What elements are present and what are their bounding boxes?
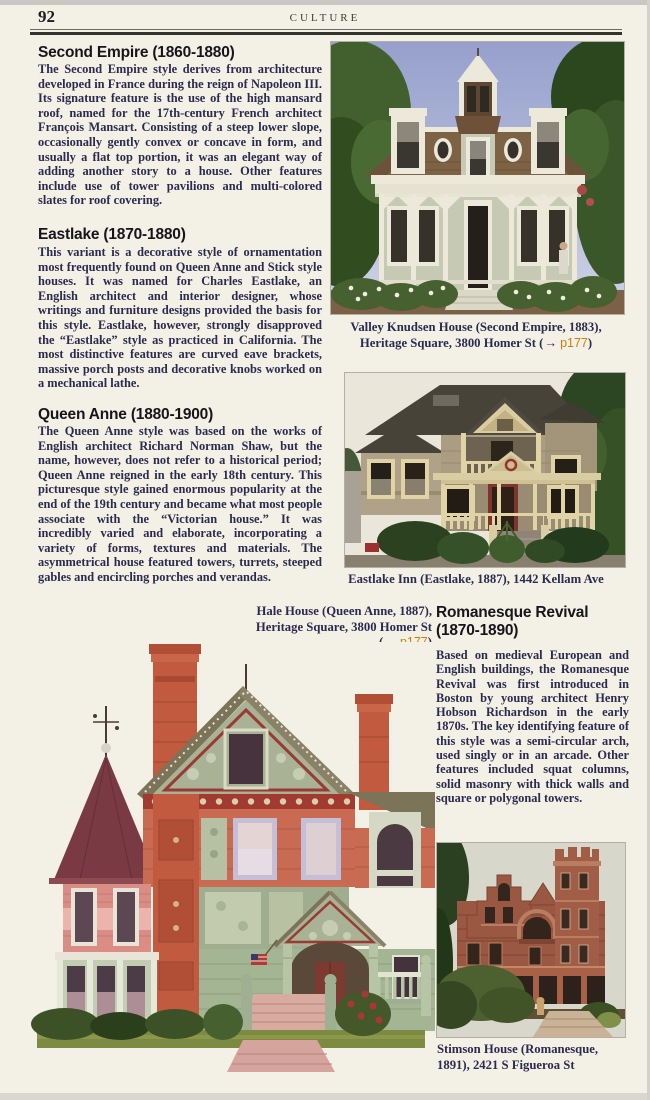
caption-stimson [437, 1042, 632, 1073]
caption-eastlake-inn [325, 572, 627, 588]
body-romanesque: Based on medieval European and English buildings, the Romanesque Revival was first introduced in Boston by young architect Henry Hobson Richardson in the early 1870s. The key identifying feature of this style was a semi-circular arch, used singly or in an arcade. Other features included squat columns, solid masonry with thick walls and square or polygonal towers. [436, 648, 629, 805]
caption-line: Heritage Square, 3800 Homer St (→ p177) [359, 335, 593, 350]
cross-ref-arrow-icon: → [544, 335, 558, 350]
stimson-house-photo [437, 843, 625, 1037]
caption-line: Heritage Square, 3800 Homer St [255, 619, 432, 634]
hale-house-photo [25, 642, 435, 1072]
heading-queen-anne: Queen Anne (1880-1900) [38, 406, 214, 423]
caption-line: Eastlake Inn (Eastlake, 1887), 1442 Kellam Ave [348, 572, 604, 586]
scan-edge-bottom [0, 1093, 650, 1100]
caption-line: Stimson House (Romanesque, [437, 1042, 599, 1056]
page-number: 92 [38, 7, 55, 26]
heading-romanesque: Romanesque Revival (1870-1890) [436, 604, 589, 639]
cross-ref-page[interactable]: p177 [560, 335, 588, 350]
caption-line: 1891), 2421 S Figueroa St [437, 1057, 575, 1072]
body-queen-anne: The Queen Anne style was based on the works of English architect Richard Norman Shaw, but the name, however, does not refer to a historical period; Queen Anne reigned in the early 18th century. This picturesque style gained enormous popularity at the end of the 19th century and became what most people associate with the “Victorian house.” It was incredibly varied and elaborate, incorporating a variety of forms, textures and materials. The asymmetrical house featured towers, turrets, steeped gables and encircling porches and verandas. [38, 424, 322, 584]
eastlake-inn-illustration [345, 373, 625, 567]
hale-house-illustration [25, 642, 435, 1072]
valley-knudsen-house-photo [331, 42, 624, 314]
stimson-house-illustration [437, 843, 625, 1037]
heading-second-empire: Second Empire (1860-1880) [38, 44, 235, 61]
header-rule [30, 29, 622, 35]
running-header: CULTURE [289, 12, 361, 24]
eastlake-inn-photo [345, 373, 625, 567]
body-second-empire: The Second Empire style derives from architecture developed in France during the reign of Napoleon III. Its signature feature is the use of the high mansard roof, named for the 17th-century French architect François Mansart. Consisting of a steep lower slope, occasionally gently convex or concave in form, and usually a flat top portion, it was an elegant way of adding another story to a house. Other features include use of tower pavilions and multi-colored slates for roof covering. [38, 62, 322, 208]
caption-valley-knudsen [325, 320, 627, 351]
body-eastlake: This variant is a decorative style of ornamentation most frequently found on Queen Anne and Stick style houses. It was named for Charles Eastlake, an English architect and interior designer, whose writings and furniture designs provided the basis for this style. Eastlake, however, strongly disapproved the “Eastlake” style as practiced in California. The most distinctive features are curved eave brackets, massive porch posts and decorative knobs worked on a mechanical lathe. [38, 245, 322, 391]
heading-eastlake: Eastlake (1870-1880) [38, 226, 186, 243]
scan-edge-top [0, 0, 650, 5]
caption-line: Hale House (Queen Anne, 1887), [256, 604, 432, 618]
valley-knudsen-house-illustration [331, 42, 624, 314]
caption-line: Valley Knudsen House (Second Empire, 1883), [350, 320, 602, 334]
